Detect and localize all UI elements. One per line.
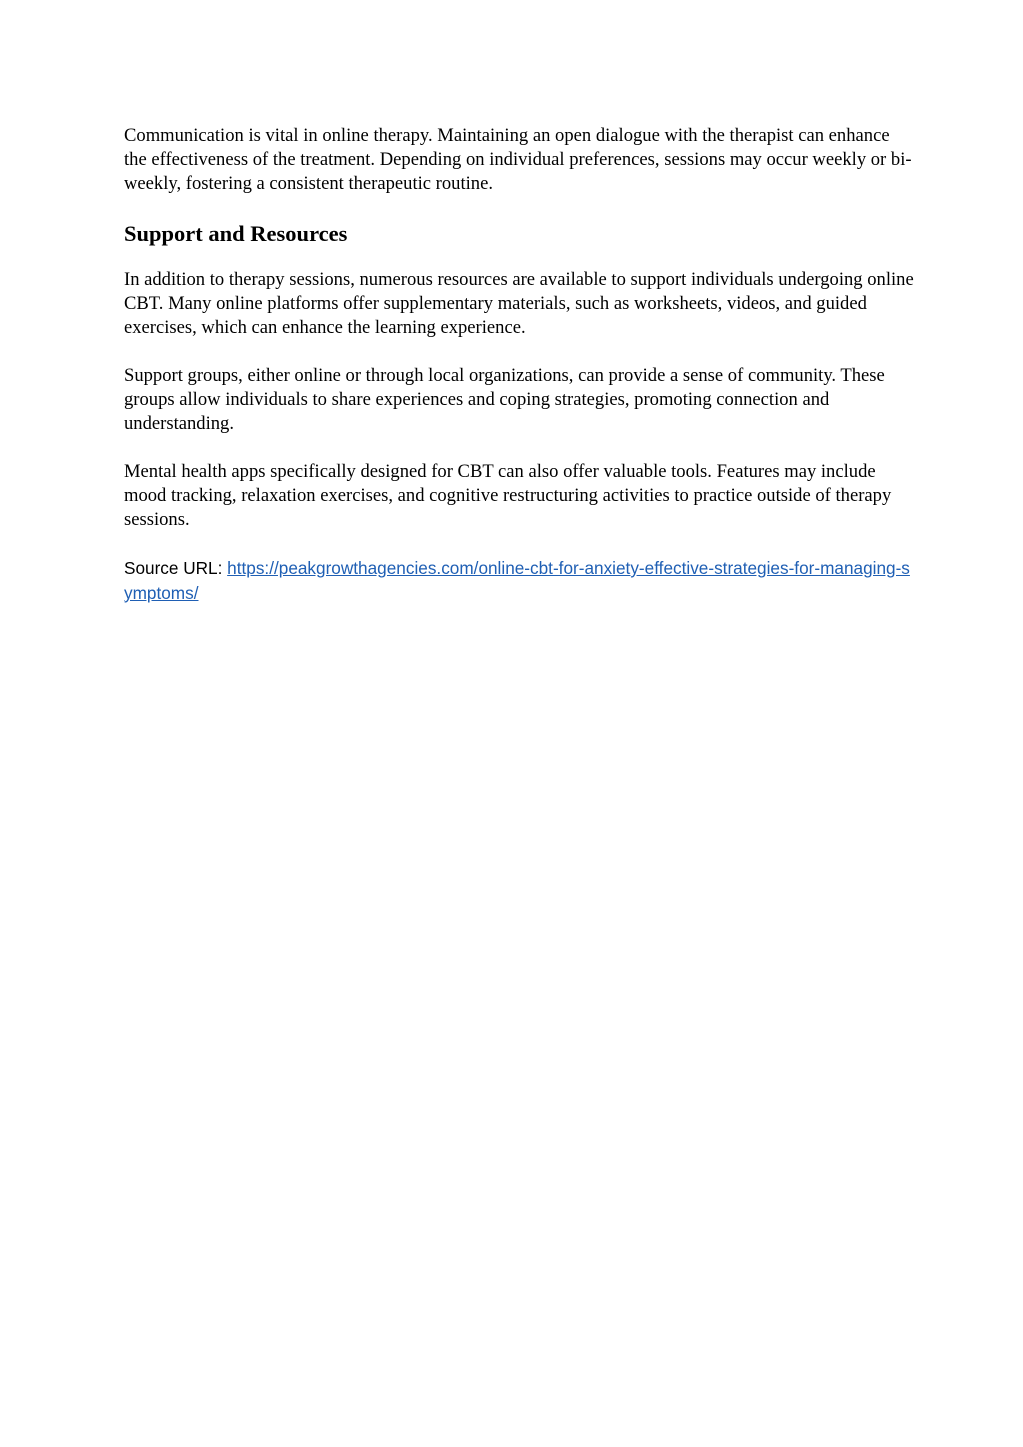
section-paragraph-apps: Mental health apps specifically designed for CBT can also offer valuable tools. Features may include mood tracking, relaxation exercises, and cognitive restructuring activities to practice outside of therapy sessions. bbox=[124, 461, 892, 530]
section-heading: Support and Resources bbox=[124, 221, 348, 246]
document-body bbox=[124, 124, 914, 606]
source-link[interactable]: https://peakgrowthagencies.com/online-cbt-for-anxiety-effective-strategies-for-managing-symptoms/ bbox=[124, 558, 910, 603]
section-paragraph-resources: In addition to therapy sessions, numerous resources are available to support individuals undergoing online CBT. Many online platforms offer supplementary materials, such as worksheets, videos, and guided exercises, which can enhance the learning experience. bbox=[124, 269, 914, 338]
source-label: Source URL: bbox=[124, 558, 228, 578]
intro-paragraph: Communication is vital in online therapy. Maintaining an open dialogue with the therapist can enhance the effectiveness of the treatment. Depending on individual preferences, sessions may occur weekly or bi-weekly, fostering a consistent therapeutic routine. bbox=[124, 125, 912, 194]
source-line bbox=[124, 556, 914, 606]
section-paragraph-support-groups: Support groups, either online or through local organizations, can provide a sense of community. These groups allow individuals to share experiences and coping strategies, promoting connection and understanding. bbox=[124, 365, 885, 434]
